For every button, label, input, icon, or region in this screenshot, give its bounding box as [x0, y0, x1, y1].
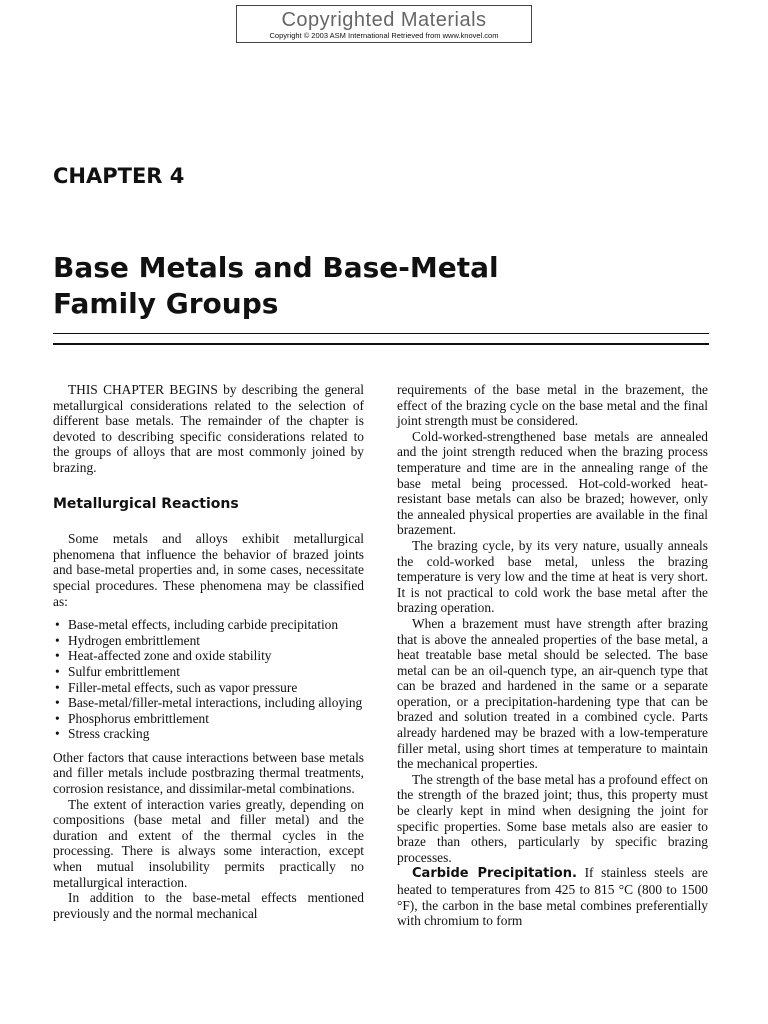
chapter-title: [53, 250, 499, 322]
paragraph: [397, 865, 708, 928]
paragraph: In addition to the base-metal effects mentioned previously and the normal mechanical: [53, 890, 364, 921]
bullet-icon: •: [55, 679, 60, 695]
chapter-title-line-1: Base Metals and Base-Metal: [53, 251, 499, 284]
paragraph: The strength of the base metal has a profound effect on the strength of the brazed joint; thus, this property must be clearly kept in mind when designing the joint for specific properties. Some base metals also are easier to braze than others, particularly by specific brazing processes.: [397, 771, 708, 865]
title-rule-thin: [53, 333, 709, 334]
paragraph: When a brazement must have strength after brazing that is above the annealed properties of the base metal, a heat treatable base metal should be selected. The base metal can be an oil-quench type, an air-quench type that can be brazed and hardened in the same or a separate operation, or a precipitation-hardening type that can be brazed and solution treated in a combined cycle. Parts already hardened may be brazed with a low-temperature filler metal, using short times at temperature to maintain the mechanical properties.: [397, 615, 708, 772]
list-item: [53, 695, 364, 711]
list-item: [53, 664, 364, 680]
paragraph: The extent of interaction varies greatly, depending on compositions (base metal and filler metal) and the duration and extent of the thermal cycles in the processing. There is always some interaction, except when mutual insolubility permits practically no metallurgical interaction.: [53, 796, 364, 890]
right-column: [397, 382, 708, 929]
chapter-title-line-2: Family Groups: [53, 287, 279, 320]
paragraph: Some metals and alloys exhibit metallurgical phenomena that influence the behavior of brazed joints and base-metal properties and, in some cases, necessitate special procedures. These phenomena may be classified as:: [53, 531, 364, 609]
list-item-text: Heat-affected zone and oxide stability: [68, 648, 272, 664]
paragraph: The brazing cycle, by its very nature, usually anneals the cold-worked base metal, unless the brazing temperature is very low and the time at heat is very short. It is not practical to cold work the base metal after the brazing operation.: [397, 537, 708, 616]
left-column: [53, 382, 364, 921]
reaction-list: [53, 617, 364, 742]
list-item: [53, 680, 364, 696]
list-item-text: Base-metal effects, including carbide precipitation: [68, 617, 339, 633]
intro-paragraph: THIS CHAPTER BEGINS by describing the general metallurgical considerations related to the selection of different base metals. The remainder of the chapter is devoted to describing specific considerations related to the groups of alloys that are most commonly joined by brazing.: [53, 382, 364, 475]
list-item: [53, 633, 364, 649]
copyright-stamp: [236, 5, 532, 43]
stamp-title: Copyrighted Materials: [281, 9, 487, 31]
subsection-heading: Carbide Precipitation.: [412, 866, 577, 882]
paragraph: requirements of the base metal in the brazement, the effect of the brazing cycle on the base metal and the final joint strength must be considered.: [397, 382, 708, 429]
stamp-subtitle: Copyright © 2003 ASM International Retrieved from www.knovel.com: [269, 31, 499, 40]
chapter-label: CHAPTER 4: [53, 164, 185, 188]
list-item-text: Stress cracking: [68, 726, 150, 742]
bullet-icon: •: [55, 726, 60, 742]
list-item: [53, 617, 364, 633]
list-item: [53, 711, 364, 727]
paragraph-text: If stainless steels are heated to temperatures from 425 to 815 °C (800 to 1500 °F), the carbon in the base metal combines preferentially with chromium to form: [397, 865, 708, 929]
list-item-text: Sulfur embrittlement: [68, 663, 180, 679]
bullet-icon: •: [55, 632, 60, 648]
list-item-text: Phosphorus embrittlement: [68, 710, 209, 726]
paragraph: Cold-worked-strengthened base metals are annealed and the joint strength reduced when the brazing process temperature and time are in the annealing range of the base metal being processed. Hot-cold-worked heat-resistant base metals can also be brazed; however, only the annealed physical properties are available in the final brazement.: [397, 428, 708, 538]
bullet-icon: •: [55, 617, 60, 633]
paragraph: Other factors that cause interactions between base metals and filler metals include postbrazing thermal treatments, corrosion resistance, and dissimilar-metal combinations.: [53, 749, 364, 797]
bullet-icon: •: [55, 710, 60, 726]
bullet-icon: •: [55, 695, 60, 711]
list-item: [53, 648, 364, 664]
section-heading: Metallurgical Reactions: [53, 495, 239, 512]
list-item-text: Hydrogen embrittlement: [68, 632, 201, 648]
bullet-icon: •: [55, 663, 60, 679]
list-item-text: Base-metal/filler-metal interactions, including alloying: [68, 695, 363, 711]
title-rule-thick: [53, 343, 709, 345]
list-item-text: Filler-metal effects, such as vapor pressure: [68, 679, 298, 695]
bullet-icon: •: [55, 648, 60, 664]
list-item: [53, 726, 364, 742]
